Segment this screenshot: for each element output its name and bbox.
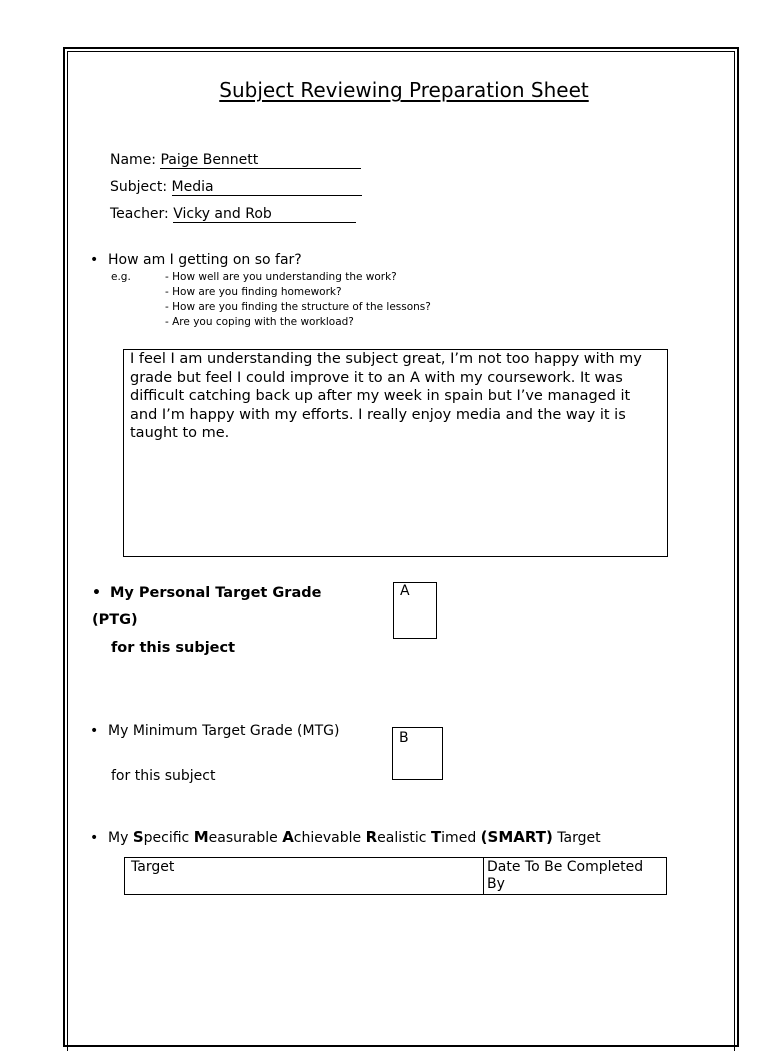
progress-question — [90, 252, 302, 268]
target-table[interactable] — [124, 857, 667, 895]
target-column-header: Target — [131, 859, 175, 875]
smart-r-letter: R — [365, 828, 378, 846]
smart-a-rest: chievable — [293, 830, 362, 846]
bullet-icon: • — [92, 585, 101, 601]
table-divider — [483, 858, 484, 894]
subject-value[interactable]: Media — [172, 180, 362, 196]
eg-label: e.g. — [111, 271, 131, 283]
smart-m-letter: M — [193, 828, 209, 846]
mtg-grade-value: B — [399, 730, 409, 746]
ptg-grade-box[interactable] — [393, 582, 437, 639]
mtg-grade-box[interactable] — [392, 727, 443, 780]
smart-s-letter: S — [132, 828, 144, 846]
ptg-subject-text: for this subject — [111, 640, 236, 656]
prompt-item: - How well are you understanding the work? — [165, 271, 397, 283]
smart-a-letter: A — [282, 828, 294, 846]
smart-acronym: (SMART) — [480, 828, 553, 846]
ptg-line1 — [92, 585, 321, 601]
ptg-abbrev: (PTG) — [92, 612, 138, 628]
bullet-icon: • — [90, 830, 99, 846]
teacher-label: Teacher: — [110, 206, 169, 222]
smart-my: My — [108, 830, 129, 846]
mtg-subject-text: for this subject — [111, 768, 216, 784]
name-value[interactable]: Paige Bennett — [160, 153, 361, 169]
smart-m-rest: easurable — [208, 830, 278, 846]
prompt-item: - Are you coping with the workload? — [165, 316, 354, 328]
bullet-icon: • — [90, 252, 99, 268]
subject-field — [110, 178, 362, 196]
ptg-label: My Personal Target Grade — [110, 585, 322, 601]
progress-question-text: How am I getting on so far? — [108, 252, 302, 268]
prompt-item: - How are you finding the structure of the lessons? — [165, 301, 431, 313]
page-title: Subject Reviewing Preparation Sheet — [219, 78, 589, 102]
smart-s-rest: pecific — [143, 830, 190, 846]
mtg-line1 — [90, 723, 339, 739]
mtg-label: My Minimum Target Grade (MTG) — [108, 723, 340, 739]
prompt-item: - How are you finding homework? — [165, 286, 342, 298]
bullet-icon: • — [90, 723, 99, 739]
teacher-field — [110, 205, 356, 223]
smart-t-rest: imed — [441, 830, 477, 846]
smart-t-letter: T — [430, 828, 442, 846]
teacher-value[interactable]: Vicky and Rob — [173, 207, 356, 223]
smart-heading — [90, 828, 601, 846]
date-column-header: Date To Be Completed By — [487, 859, 644, 892]
name-field — [110, 151, 361, 169]
progress-answer-box[interactable]: I feel I am understanding the subject great, I’m not too happy with my grade but feel I could improve it to an A with my coursework. It was difficult catching back up after my week in spain but I’ve managed it and I’m happy with my efforts. I really enjoy media and the way it is taught to me. — [123, 349, 668, 557]
smart-suffix: Target — [557, 830, 601, 846]
smart-r-rest: ealistic — [377, 830, 427, 846]
subject-label: Subject: — [110, 179, 168, 195]
name-label: Name: — [110, 152, 157, 168]
ptg-grade-value: A — [400, 583, 410, 599]
